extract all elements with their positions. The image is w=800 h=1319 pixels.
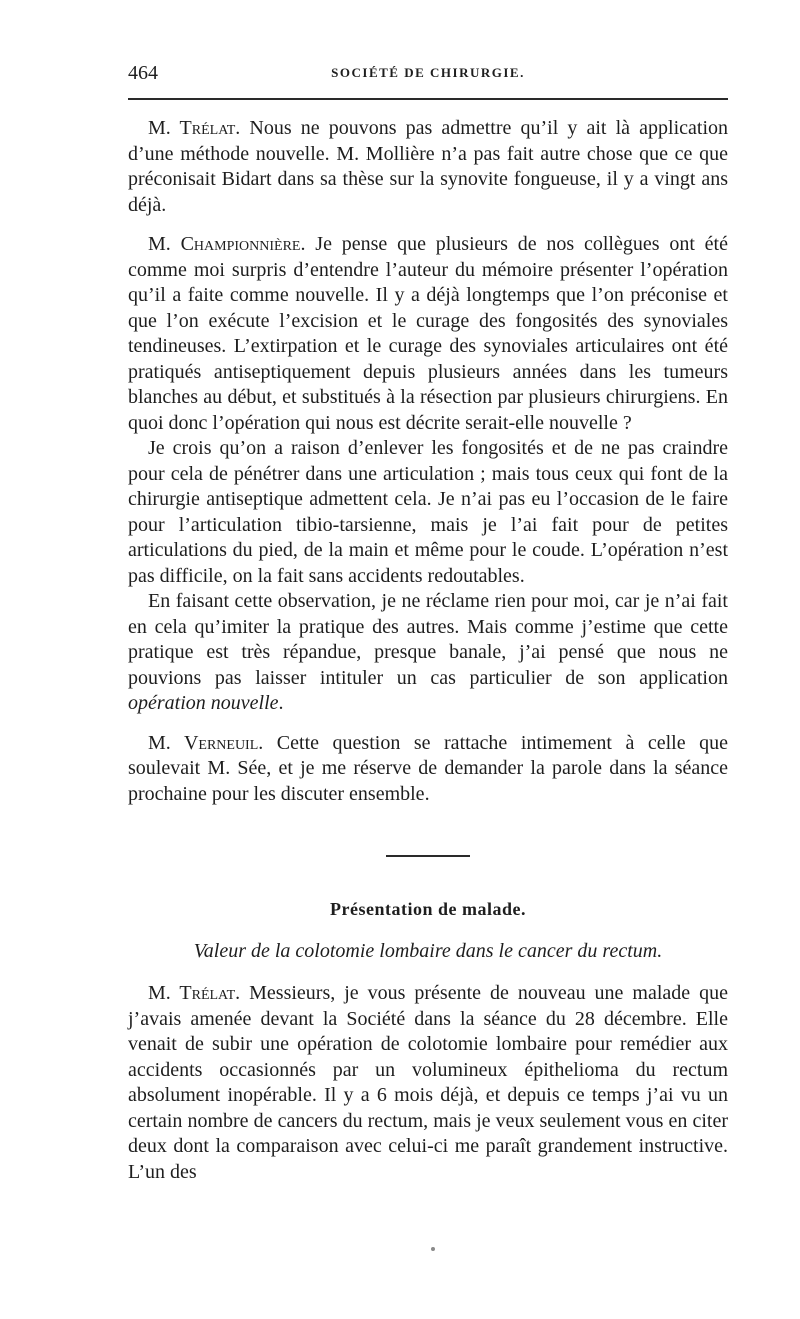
running-title: SOCIÉTÉ DE CHIRURGIE. — [331, 65, 525, 80]
paragraph-trelat-presentation — [128, 981, 728, 1185]
header-rule — [128, 98, 728, 100]
paragraph-trelat — [128, 116, 728, 218]
document-page — [128, 62, 728, 1185]
paragraph-continuation — [128, 436, 728, 589]
running-head — [128, 62, 728, 88]
paragraph-text: Cette question se rattache intimement à celle que soulevait M. Sée, et je me réserve de demander la parole dans la séance prochaine pour les discuter ensemble. — [128, 731, 729, 805]
section-title: Présentation de malade. — [330, 899, 526, 919]
paragraph-text: Je crois qu’on a raison d’enlever les fongosités et de ne pas craindre pour cela de pénétrer dans une articulation ; mais tous ceux qui font de la chirurgie antiseptique admettent cela. Je n’ai pas eu l’occasion de le faire pour l’articulation tibio-tarsienne, mais je l’ai fait pour de petites articulations du pied, de la main et même pour le coude. L’opération n’est pas difficile, on la fait sans accidents redoutables. — [128, 437, 728, 587]
paragraph-observation — [128, 589, 728, 717]
paragraph-text: Messieurs, je vous présente de nouveau une malade que j’avais amenée devant la Société dans la séance du 28 décembre. Elle venait de subir une opération de colotomie lombaire pour remédier aux accidents occasionnés par un volumineux épithelioma du rectum absolument inopérable. Il y a 6 mois déjà, et depuis ce temps j’ai vu un certain nombre de cancers du rectum, mais je veux seulement vous en citer deux dont la comparaison avec celui-ci me paraît grandement instructive. L’un des — [128, 982, 728, 1183]
paragraph-verneuil — [128, 731, 728, 808]
section-divider — [386, 855, 470, 857]
paragraph-text: En faisant cette observation, je ne réclame rien pour moi, car je n’ai fait en cela qu’imiter la pratique des autres. Mais comme j’estime que cette pratique est très répandue, presque banale, j’ai pensé que nous ne pouvions pas laisser intituler un cas particulier de son application — [128, 590, 728, 689]
paragraph-text: . — [278, 692, 284, 714]
speaker-name: M. Verneuil. — [148, 731, 264, 754]
emphasis-text: opération nouvelle — [128, 692, 279, 714]
speaker-name: M. Trélat. — [148, 982, 241, 1004]
speaker-name: M. Championnière. — [148, 233, 306, 255]
paragraph-text: Nous ne pouvons pas admettre qu’il y ait là application d’une méthode nouvelle. M. Mollière n’a pas fait autre chose que ce que préconisait Bidart dans sa thèse sur la synovite fongueuse, il y a vingt ans déjà. — [128, 117, 728, 216]
page-number: 464 — [128, 62, 158, 84]
ink-speck — [431, 1247, 435, 1251]
subsection-title: Valeur de la colotomie lombaire dans le cancer du rectum. — [193, 940, 663, 962]
paragraph-text: Je pense que plusieurs de nos collègues ont été comme moi surpris d’entendre l’auteur du mémoire présenter l’opération qu’il a faite comme nouvelle. Il y a déjà longtemps que l’on préconise et que l’on exécute l’excision et le curage des fongosités des synoviales tendineuses. L’extirpation et le curage des synoviales articulaires ont été pratiqués antiseptiquement depuis plusieurs années dans les tumeurs blanches au début, et substitués à la résection par plusieurs chirurgiens. En quoi donc l’opération qui nous est décrite serait-elle nouvelle ? — [128, 233, 728, 434]
speaker-name: M. Trélat. — [148, 117, 241, 139]
paragraph-championniere — [128, 232, 728, 436]
